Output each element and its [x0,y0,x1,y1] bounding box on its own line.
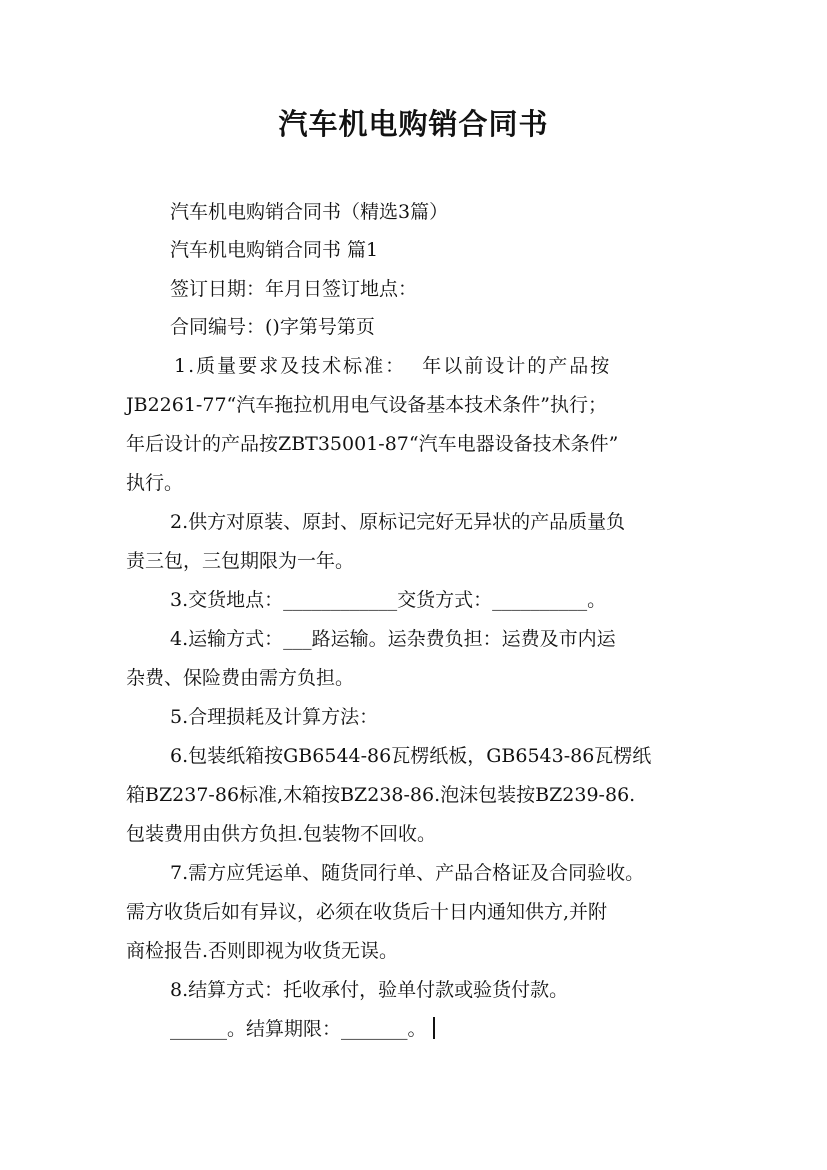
text-line: 汽车机电购销合同书 篇1 [170,239,379,261]
text-line: 4.运输方式：___路运输。运杂费负担：运费及市内运 [170,628,616,650]
text-line: 合同编号：()字第号第页 [170,316,375,338]
text-line: 商检报告.否则即视为收货无误。 [126,940,399,962]
text-line: 需方收货后如有异议，必须在收货后十日内通知供方,并附 [126,901,608,923]
text-line: 3.交货地点：____________交货方式：__________。 [170,589,607,611]
text-line: 包装费用由供方负担.包装物不回收。 [126,823,437,845]
text-line: 责三包，三包期限为一年。 [126,550,355,572]
text-line-last-content: ______。结算期限：_______。 [170,1018,427,1040]
text-line: JB2261-77“汽车拖拉机用电气设备基本技术条件”执行； [126,394,607,416]
text-line: 8.结算方式：托收承付，验单付款或验货付款。 [170,979,569,1001]
text-line: 7.需方应凭运单、随货同行单、产品合格证及合同验收。 [170,862,645,884]
text-line: 1.质量要求及技术标准： 年以前设计的产品按 [174,355,612,377]
text-line: 杂费、保险费由需方负担。 [126,667,355,689]
text-line-last [170,1017,435,1041]
text-line: 箱BZ237-86标准,木箱按BZ238-86.泡沫包装按BZ239-86. [126,784,636,806]
text-line: 年后设计的产品按ZBT35001-87“汽车电器设备技术条件” [126,433,619,455]
text-line: 2.供方对原装、原封、原标记完好无异状的产品质量负 [170,511,626,533]
text-line: 汽车机电购销合同书（精选3篇） [170,201,449,223]
text-cursor [433,1017,435,1039]
text-line: 执行。 [126,472,184,494]
document-title: 汽车机电购销合同书 [278,107,549,141]
text-line: 6.包装纸箱按GB6544-86瓦楞纸板，GB6543-86瓦楞纸 [170,745,652,767]
text-line: 5.合理损耗及计算方法： [170,706,379,728]
text-line: 签订日期：年月日签订地点： [170,278,418,300]
